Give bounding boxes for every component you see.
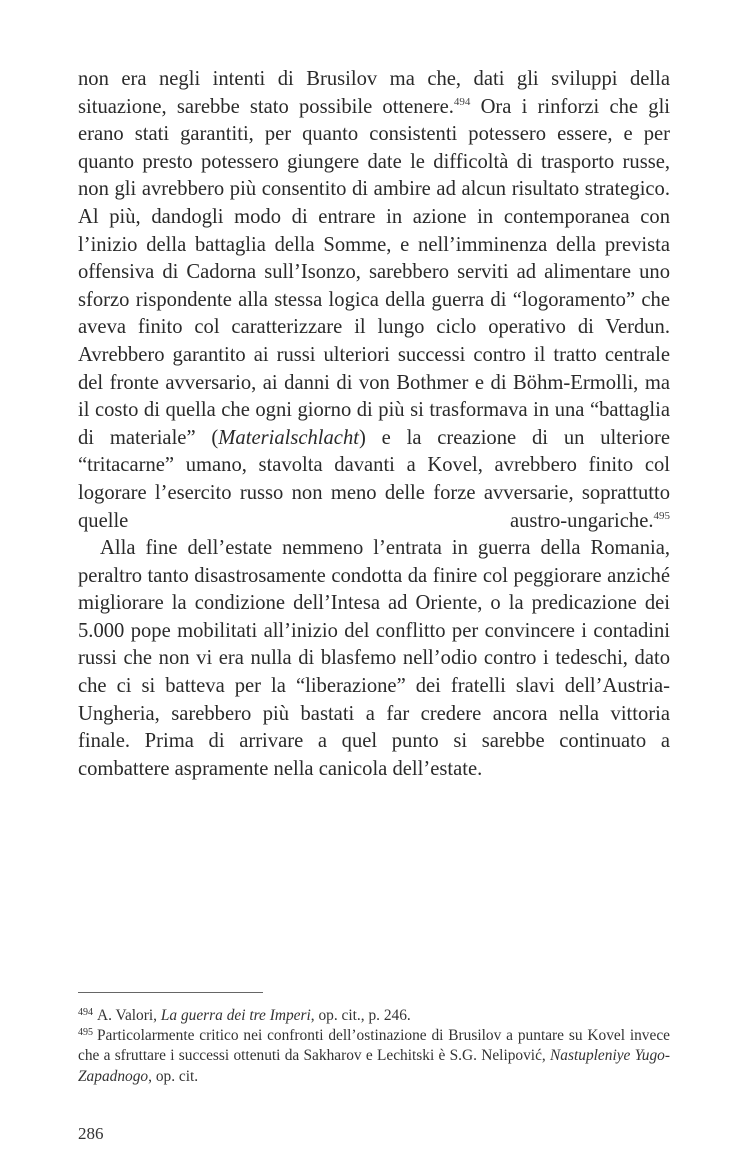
- text-line: che gli erano stati garantiti, per quanto consistenti potessero: [78, 95, 671, 146]
- footnote-title: Nastupleniye Yugo-Zapadnogo: [78, 1047, 670, 1085]
- text-line: forze avversarie, soprattutto quelle austro-ungariche.: [78, 481, 670, 532]
- footnote-text: Particolarmente critico nei confronti dell’ostinazione di Brusilov a: [97, 1027, 513, 1045]
- italic-term: Materialschlacht: [218, 426, 359, 449]
- footnote-title: La guerra dei tre Imperi: [160, 1007, 311, 1024]
- footnote-text: e Lechitski è S.G. Nelipović,: [365, 1047, 551, 1065]
- text-line: ad Oriente, o la predicazione dei 5.000 pope mobilitati: [78, 592, 670, 642]
- text-line: guerra di “logoramento” che aveva finito col caratterizzare: [78, 288, 670, 339]
- text-line: dandogli modo di entrare in azione in contemporanea con: [151, 205, 670, 228]
- footnote-494: [78, 1006, 670, 1026]
- text-line: situazione, sarebbe stato possibile ottenere.: [78, 95, 454, 118]
- text-line: Alla fine dell’estate nemmeno l’entrata in guerra della: [100, 537, 581, 560]
- footnote-text: A. Valori,: [97, 1007, 161, 1024]
- text-line: essere, e per quanto presto potessero giungere date le: [78, 123, 670, 173]
- text-line: all’inizio del conflitto per convincere i contadini russi che: [78, 619, 670, 670]
- paragraph-1: [78, 66, 670, 535]
- text-line: il costo di quella che ogni giorno di più si trasformava in una: [78, 399, 585, 422]
- text-line: dell’Austria-Ungheria, sarebbero più bastati a far credere: [78, 675, 670, 725]
- text-line: che ci si batteva per la “liberazione” dei fratelli slavi: [78, 675, 555, 698]
- text-line: Romania, peraltro tanto disastrosamente condotta da finire: [78, 537, 670, 587]
- text-line: l’inizio della battaglia della Somme, e nell’imminenza della: [78, 233, 597, 256]
- text-line: sarebbe continuato a combattere aspramente nella canicola: [78, 730, 670, 780]
- text-line: dell’estate.: [392, 757, 483, 780]
- text-line: prevista offensiva di Cadorna sull’Isonzo, sarebbero serviti: [78, 233, 671, 284]
- text-line: col peggiorare anziché migliorare la condizione dell’Intesa: [78, 564, 670, 615]
- footnote-495: [78, 1026, 670, 1087]
- footnote-text: , op. cit.: [148, 1067, 199, 1085]
- text-line: consentito di ambire ad alcun risultato strategico. Al più,: [78, 178, 671, 228]
- text-line: ulteriore “tritacarne” umano, stavolta davanti a Kovel,: [78, 426, 671, 477]
- text-line: russi ulteriori successi contro il tratto centrale del fronte: [78, 343, 670, 394]
- text-line: il lungo ciclo operativo di Verdun. Avrebbero garantito ai: [78, 316, 670, 366]
- text-line: “battaglia di materiale” (: [78, 399, 670, 449]
- text-line: avversario, ai danni di von Bothmer e di Böhm-Ermolli, ma: [165, 371, 670, 394]
- footnote-number: 494: [78, 1007, 93, 1018]
- footnote-reference[interactable]: 495: [653, 509, 670, 522]
- page-number: 286: [78, 1124, 104, 1143]
- footnotes: [78, 1006, 670, 1087]
- text-line: difficoltà di trasporto russe, non gli avrebbero più: [78, 150, 671, 201]
- text-line: Ora i rinforzi: [470, 95, 600, 118]
- paragraph-2: [78, 535, 670, 783]
- text-line: avrebbero finito col logorare l’esercito russo non meno delle: [78, 454, 670, 504]
- text-line: ancora nella vittoria finale. Prima di arrivare a quel punto si: [78, 702, 670, 753]
- main-text: [78, 66, 670, 783]
- footnote-text: puntare su Kovel invece che a sfruttare i successi ottenuti da Sakharov: [78, 1027, 671, 1065]
- text-line: ) e la creazione di un: [358, 426, 585, 449]
- text-line: ad alimentare uno sforzo rispondente alla stessa logica della: [78, 261, 671, 311]
- text-line: non vi era nulla di blasfemo nell’odio contro i tedeschi, dato: [158, 647, 670, 670]
- footnote-reference[interactable]: 494: [453, 95, 471, 108]
- footnote-text: , op. cit., p. 246.: [310, 1007, 411, 1024]
- footnote-number: 495: [78, 1027, 93, 1039]
- footnote-divider: [78, 992, 263, 993]
- text-line: non era negli intenti di Brusilov ma che, dati gli sviluppi della: [78, 68, 670, 90]
